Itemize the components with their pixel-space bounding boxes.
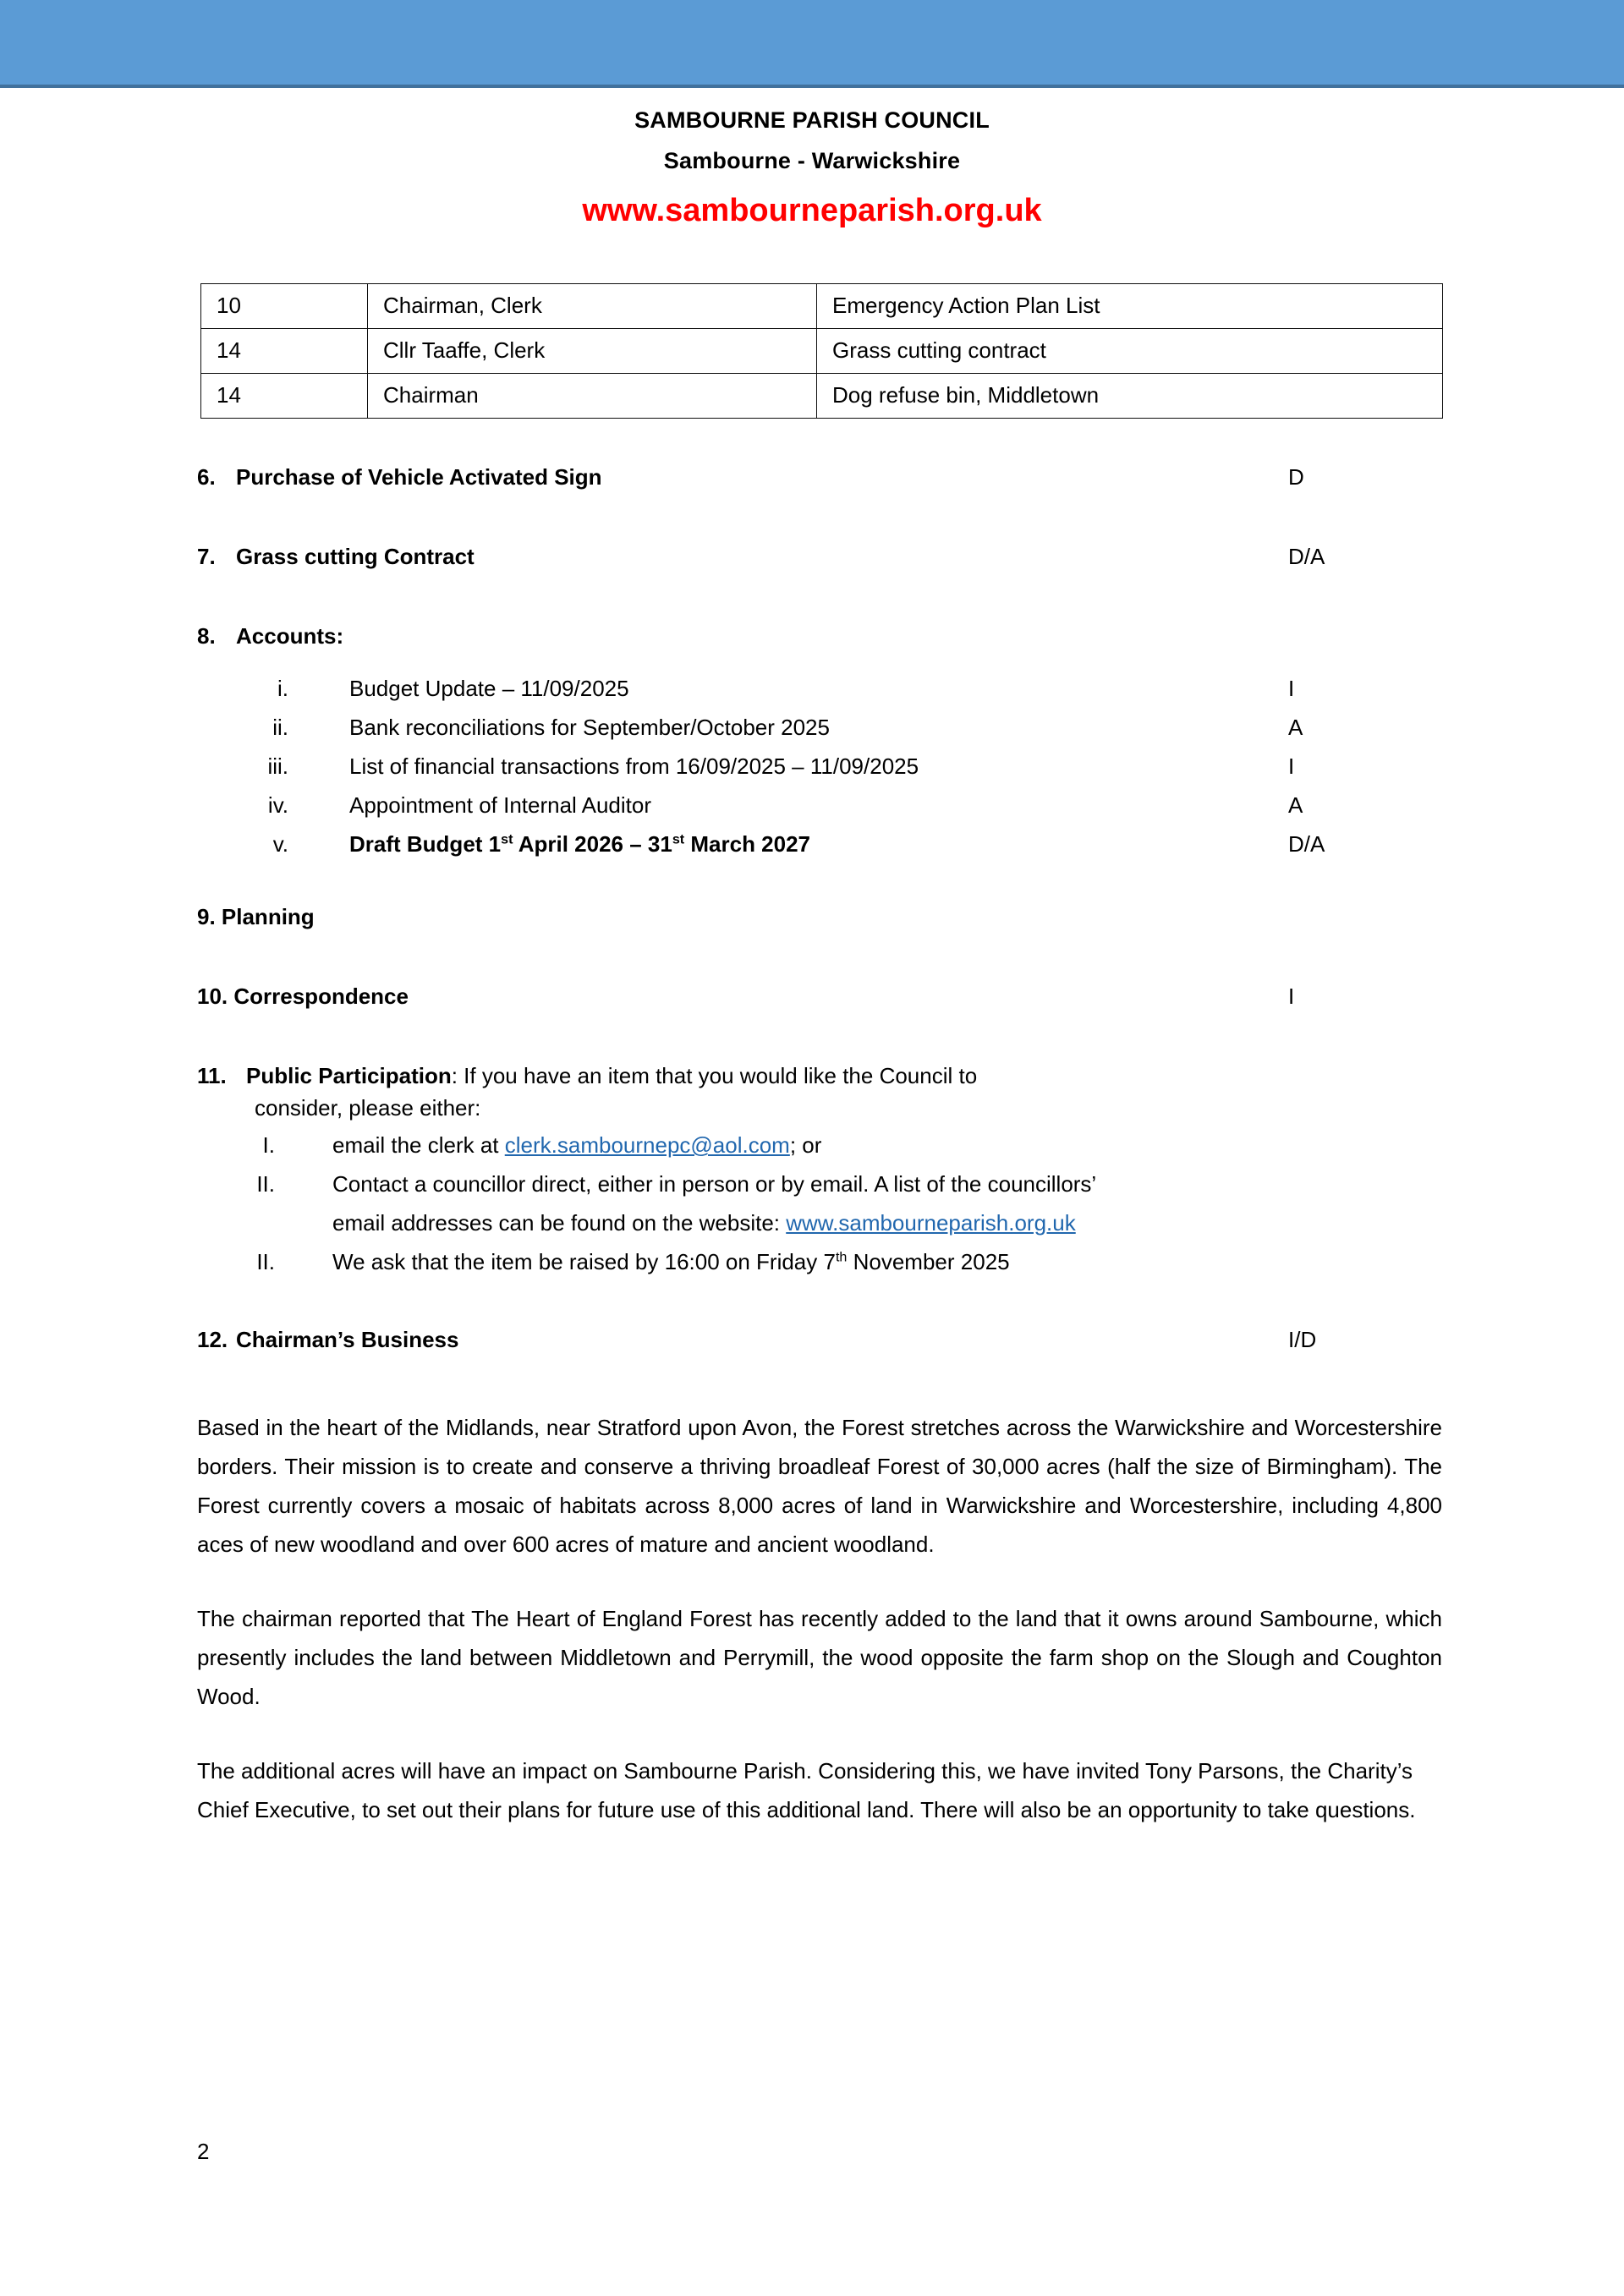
action-row-number: 14 — [201, 374, 368, 419]
agenda-item-11-label: Public Participation — [246, 1063, 452, 1088]
accounts-sub-marker: i. — [277, 676, 288, 701]
list-item — [197, 669, 1442, 708]
organisation-name: SAMBOURNE PARISH COUNCIL — [634, 107, 990, 133]
agenda-item-11-number: 11. — [197, 1063, 227, 1088]
action-row-who: Chairman, Clerk — [368, 284, 817, 329]
accounts-sub-text: Appointment of Internal Auditor — [349, 792, 652, 818]
public-participation-heading — [197, 1060, 1442, 1124]
pp-option-text-post: ; or — [789, 1132, 822, 1158]
agenda-item-7-title: Grass cutting Contract — [236, 544, 475, 569]
pp-option-text: email the clerk at — [332, 1132, 505, 1158]
clerk-email-link[interactable]: clerk.sambournepc@aol.com — [504, 1132, 790, 1158]
ordinal-suffix-th: th — [835, 1249, 848, 1265]
action-points-table — [200, 283, 1443, 419]
draft-budget-post: March 2027 — [684, 831, 811, 857]
agenda-item-10-code: I — [1288, 984, 1295, 1009]
accounts-sub-code: D/A — [1288, 831, 1325, 857]
organisation-website: www.sambourneparish.org.uk — [582, 193, 1042, 228]
pp-option-text: We ask that the item be raised by 16:00 on Friday 7 — [332, 1249, 836, 1274]
agenda-item-11 — [197, 1060, 1442, 1281]
action-row-number: 10 — [201, 284, 368, 329]
accounts-sub-text: Bank reconciliations for September/October 2025 — [349, 715, 830, 740]
table-row — [201, 284, 1443, 329]
accounts-sub-marker: ii. — [272, 715, 288, 740]
pp-option-line2-pre: email addresses can be found on the website: — [332, 1210, 787, 1236]
accounts-sub-marker: v. — [272, 831, 288, 857]
list-item — [197, 747, 1442, 786]
agenda-item-10 — [197, 980, 1442, 1012]
action-row-who: Chairman — [368, 374, 817, 419]
agenda-item-11-continuation: consider, please either: — [255, 1095, 481, 1121]
agenda-item-10-title: 10. Correspondence — [197, 984, 409, 1009]
accounts-sub-text — [349, 831, 810, 857]
action-row-what: Grass cutting contract — [817, 329, 1443, 374]
narrative-paragraph-3: The additional acres will have an impact on Sambourne Parish. Considering this, we have invited Tony Parsons, the Charity’s Chief Executive, to set out their plans for future use of this additional land. There will also be an opportunity to take questions. — [197, 1758, 1416, 1822]
agenda-item-11-rest: : If you have an item that you would like the Council to — [451, 1063, 978, 1088]
table-row — [201, 374, 1443, 419]
narrative-paragraph-2: The chairman reported that The Heart of England Forest has recently added to the land that it owns around Sambourne, which presently includes the land between Middletown and Perrymill, the wood opposite the farm shop on the Slough and Coughton Wood. — [197, 1606, 1442, 1709]
pp-option-text: Contact a councillor direct, either in person or by email. A list of the councillors’ — [332, 1171, 1097, 1197]
accounts-sub-text: Budget Update – 11/09/2025 — [349, 676, 629, 701]
draft-budget-pre: Draft Budget 1 — [349, 831, 502, 857]
agenda-item-7 — [197, 540, 1442, 573]
accounts-sub-list — [197, 669, 1442, 863]
agenda-item-9-title: 9. Planning — [197, 904, 315, 929]
accounts-sub-marker: iii. — [267, 753, 288, 779]
ordinal-suffix-2: st — [672, 831, 685, 847]
accounts-sub-code: A — [1288, 715, 1303, 740]
agenda-item-7-code: D/A — [1288, 544, 1325, 569]
list-item — [197, 708, 1442, 747]
list-item — [197, 825, 1442, 863]
action-row-what: Emergency Action Plan List — [817, 284, 1443, 329]
organisation-location: Sambourne - Warwickshire — [663, 148, 961, 173]
accounts-sub-text: List of financial transactions from 16/09/2025 – 11/09/2025 — [349, 753, 919, 779]
agenda-item-6-number: 6. — [197, 464, 216, 490]
list-item — [197, 1126, 1442, 1164]
agenda-item-6-code: D — [1288, 464, 1304, 490]
list-item — [197, 1164, 1442, 1242]
agenda-item-8-number: 8. — [197, 623, 216, 649]
pp-option-marker: II. — [256, 1171, 275, 1197]
draft-budget-mid: April 2026 – 31 — [513, 831, 672, 857]
header-blue-band — [0, 0, 1624, 88]
agenda-body — [197, 461, 1442, 1865]
action-row-number: 14 — [201, 329, 368, 374]
action-row-who: Cllr Taaffe, Clerk — [368, 329, 817, 374]
list-item — [197, 786, 1442, 825]
pp-option-marker: II. — [256, 1249, 275, 1274]
accounts-sub-code: I — [1288, 676, 1295, 701]
list-item — [197, 1242, 1442, 1281]
parish-website-link[interactable]: www.sambourneparish.org.uk — [786, 1210, 1076, 1236]
agenda-item-8 — [197, 620, 1442, 652]
agenda-item-7-number: 7. — [197, 544, 216, 569]
agenda-item-12-code: I/D — [1288, 1327, 1317, 1352]
public-participation-options — [197, 1126, 1442, 1281]
agenda-item-9 — [197, 901, 1442, 933]
accounts-sub-code: A — [1288, 792, 1303, 818]
agenda-item-12-title: Chairman’s Business — [236, 1327, 459, 1352]
agenda-item-12-number: 12. — [197, 1327, 228, 1352]
ordinal-suffix-1: st — [501, 831, 513, 847]
agenda-item-6-title: Purchase of Vehicle Activated Sign — [236, 464, 602, 490]
action-row-what: Dog refuse bin, Middletown — [817, 374, 1443, 419]
page-number: 2 — [197, 2139, 210, 2164]
table-row — [201, 329, 1443, 374]
agenda-item-6 — [197, 461, 1442, 493]
pp-option-text-post: November 2025 — [847, 1249, 1010, 1274]
pp-option-line-2 — [332, 1203, 1442, 1242]
agenda-item-8-title: Accounts: — [236, 623, 344, 649]
pp-option-marker: I. — [262, 1132, 275, 1158]
accounts-sub-marker: iv. — [267, 792, 288, 818]
masthead — [0, 100, 1624, 235]
agenda-item-12 — [197, 1323, 1442, 1356]
narrative-paragraph-1: Based in the heart of the Midlands, near Stratford upon Avon, the Forest stretches across the Warwickshire and Worcestershire borders. Their mission is to create and conserve a thriving broadleaf Forest of 30,000 acres (half the size of Birmingham). The Forest currently covers a mosaic of habitats across 8,000 acres of land in Warwickshire and Worcestershire, including 4,800 aces of new woodland and over 600 acres of mature and ancient woodland. — [197, 1415, 1442, 1557]
accounts-sub-code: I — [1288, 753, 1295, 779]
